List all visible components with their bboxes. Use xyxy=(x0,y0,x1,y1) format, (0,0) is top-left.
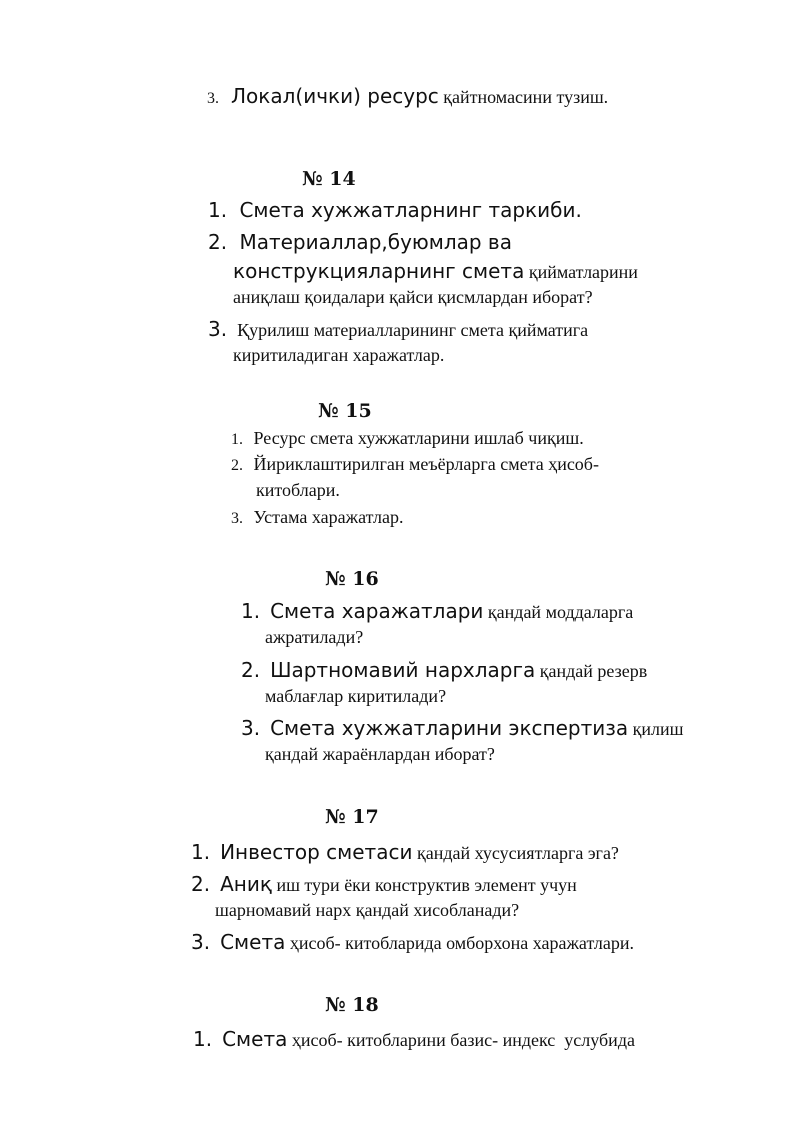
s16-item-2-line-2: маблағлар киритилади? xyxy=(265,686,447,706)
list-number: 1. xyxy=(193,1027,213,1051)
list-number: 2. xyxy=(191,872,211,896)
item-text: Материаллар,буюмлар ва xyxy=(239,230,512,254)
list-number: 1. xyxy=(208,198,228,222)
s14-item-3-line-2: киритиладиган харажатлар. xyxy=(233,345,445,365)
s14-item-3-line-1 xyxy=(208,317,588,341)
item-text-lead: Шартномавий нархларга xyxy=(270,658,536,682)
item-text-tail: қийматларини xyxy=(524,262,638,282)
s15-item-2-line-2: китоблари. xyxy=(256,480,340,500)
item-text-tail: қандай моддаларга xyxy=(483,602,634,622)
item-text-tail: қандай резерв xyxy=(535,661,648,681)
item-text-lead: Смета xyxy=(222,1027,288,1051)
item-text-lead: Смета хужжатларини экспертиза xyxy=(270,716,629,740)
item-text-lead: Инвестор сметаси xyxy=(220,840,413,864)
section-heading-17: № 17 xyxy=(325,806,379,828)
item-text-lead: Смета xyxy=(220,930,286,954)
item-text: Йириклаштирилган меъёрларга смета ҳисоб- xyxy=(253,454,599,474)
section-heading-14: № 14 xyxy=(302,168,356,190)
item-text-tail: ҳисоб- китобларида омборхона харажатлари. xyxy=(285,933,634,953)
item-text-lead: конструкцияларнинг смета xyxy=(233,259,525,283)
list-number: 3. xyxy=(191,930,211,954)
item-text: Устама харажатлар. xyxy=(253,507,404,527)
item-text: Қурилиш материалларининг смета қийматига xyxy=(237,320,589,340)
s16-item-3-line-1 xyxy=(241,716,684,740)
section-heading-16: № 16 xyxy=(325,568,379,590)
s16-item-3-line-2: қандай жараёнлардан иборат? xyxy=(265,744,495,764)
s15-item-3 xyxy=(231,507,404,528)
s17-item-2-line-1 xyxy=(191,872,577,896)
list-number: 3. xyxy=(241,716,261,740)
item-text-tail: иш тури ёки конструктив элемент учун xyxy=(271,875,577,895)
list-number: 3. xyxy=(231,510,243,527)
s15-item-1 xyxy=(231,428,584,449)
s15-item-2-line-1 xyxy=(231,454,599,475)
item-text: Ресурс смета хужжатларини ишлаб чиқиш. xyxy=(253,428,584,448)
list-number: 1. xyxy=(191,840,211,864)
item-text-tail: ҳисоб- китобларини базис- индекс услубида xyxy=(287,1030,635,1050)
s14-item-2-line-3: аниқлаш қоидалари қайси қисмлардан иборат? xyxy=(233,287,593,307)
item-text-lead: Локал(ички) ресурс xyxy=(231,84,439,108)
list-number: 3. xyxy=(207,90,219,107)
section-heading-18: № 18 xyxy=(325,994,379,1016)
s14-item-1 xyxy=(208,198,582,222)
list-number: 1. xyxy=(241,599,261,623)
s14-item-2-line-1 xyxy=(208,230,512,254)
list-number: 1. xyxy=(231,431,243,448)
s17-item-1 xyxy=(191,840,619,864)
s14-item-2-line-2 xyxy=(233,259,638,283)
s17-item-3 xyxy=(191,930,634,954)
item-text-lead: Аниқ xyxy=(220,872,272,896)
s18-item-1 xyxy=(193,1027,635,1051)
section-heading-15: № 15 xyxy=(318,400,372,422)
item-text: Смета хужжатларнинг таркиби. xyxy=(239,198,582,222)
s16-item-1-line-2: ажратилади? xyxy=(265,627,364,647)
s16-item-1-line-1 xyxy=(241,599,633,623)
s17-item-2-line-2: шарномавий нарх қандай хисобланади? xyxy=(215,900,520,920)
item-text-tail: қилиш xyxy=(628,719,684,739)
list-number: 2. xyxy=(208,230,228,254)
list-number: 2. xyxy=(231,457,243,474)
item-text-lead: Смета харажатлари xyxy=(270,599,484,623)
item-text-tail: қайтномасини тузиш. xyxy=(438,87,609,107)
s16-item-2-line-1 xyxy=(241,658,647,682)
list-number: 2. xyxy=(241,658,261,682)
s13-item-3 xyxy=(207,84,608,108)
list-number: 3. xyxy=(208,317,228,341)
item-text-tail: қандай хусусиятларга эга? xyxy=(412,843,619,863)
